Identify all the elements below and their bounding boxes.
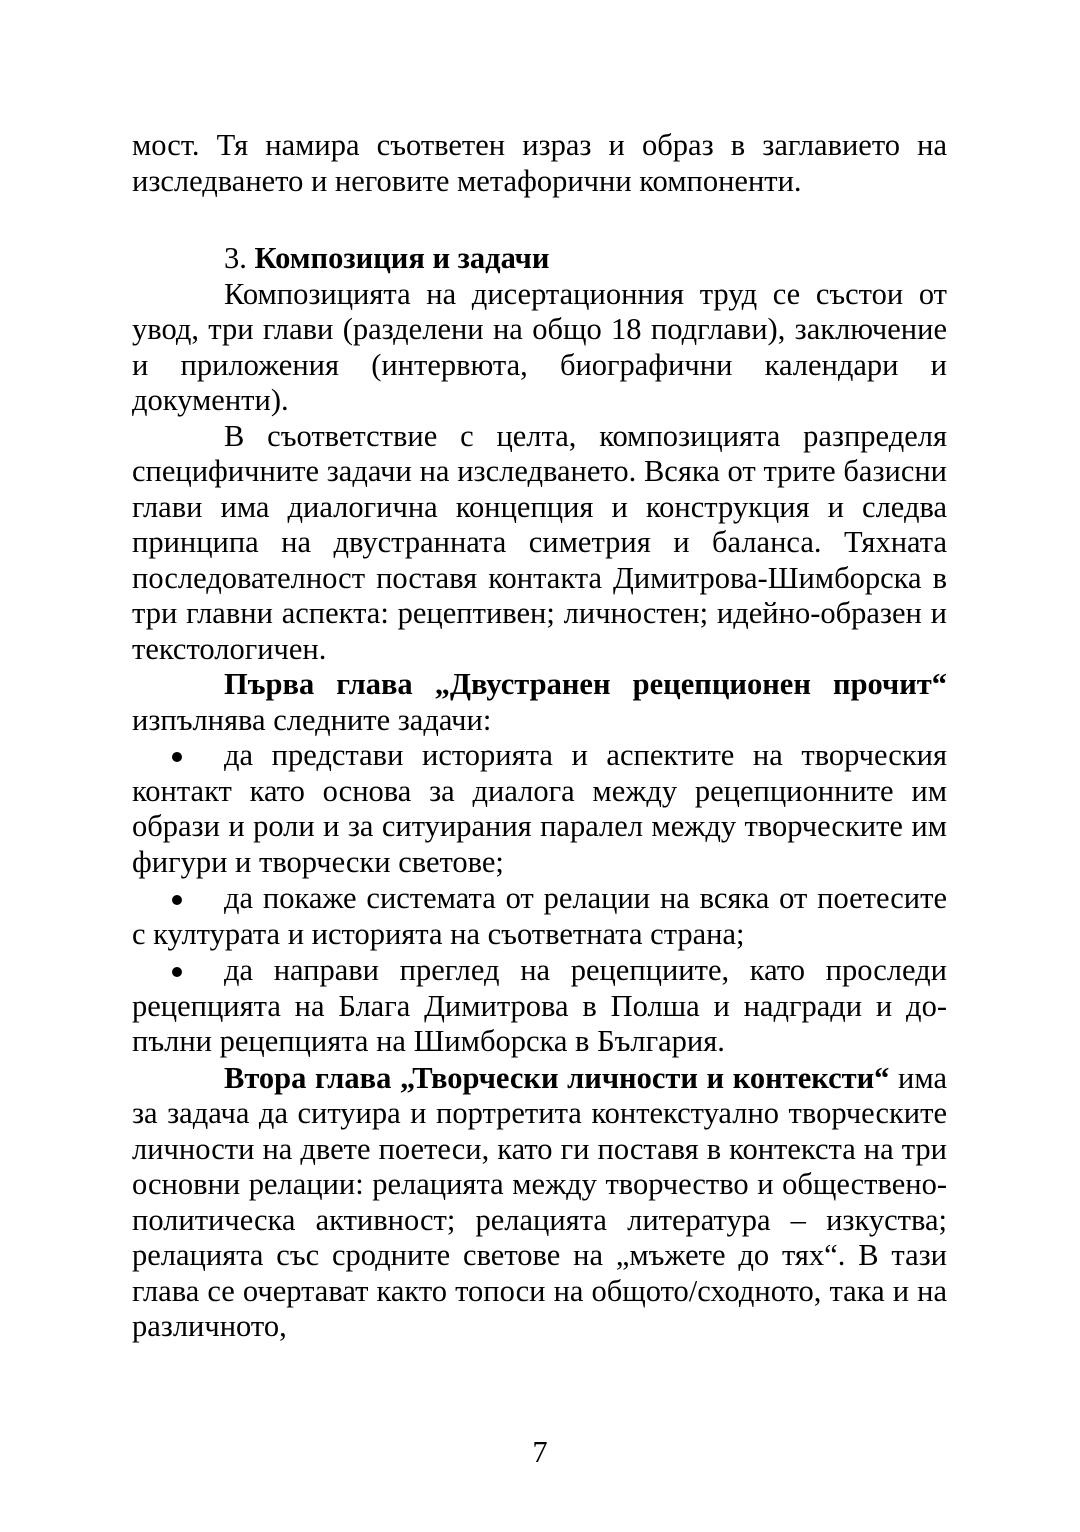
section-heading: [224, 241, 947, 277]
list-item: [132, 881, 947, 952]
chapter-two-paragraph: [132, 1061, 947, 1345]
section-number: 3.: [224, 241, 247, 275]
bullet-icon: [172, 752, 182, 762]
document-page: [132, 128, 947, 1345]
bullet-icon: [172, 967, 182, 977]
list-item-text: да покаже системата от релации на всяка от поетесите с културата и историята на съответната страна;: [132, 881, 947, 951]
chapter-one-intro: изпълнява следните задачи:: [132, 702, 492, 737]
spacer: [132, 199, 947, 241]
chapter-one-paragraph: [132, 667, 947, 738]
page-number: 7: [532, 1435, 548, 1469]
tasks-paragraph: В съответствие с целта, композицията разпределя специфичните задачи на изследването. Всяка от трите базисни глави има диалогична концепция и конструкция и следва принципа на двустранната симетрия и баланса. Тяхната последователност поставя контакта Димитрова-Шимборска в три главни аспекта: рецептивен; личностен; идейно-образен и текстологичен.: [132, 418, 947, 666]
list-item: [132, 953, 947, 1060]
intro-paragraph: мост. Тя намира съответен израз и образ в заглавието на изследването и неговите метафорични компоненти.: [132, 128, 947, 198]
chapter-two-text: има за задача да ситуира и портретита контекстуално творческите личности на двете поетеси, като ги поставя в контекста на три основни релации: релацията между творчество и обществено-политическа активност; релацията литература – изкуства; релацията със сродните светове на „мъжете до тях“. В тази глава се очертават както топоси на общото/сходното, така и на различното,: [132, 1060, 947, 1343]
list-item-text: да направи преглед на рецепциите, като проследи рецепцията на Блага Димитрова в Полша и надгради и допълни рецепцията на Шимборска в България.: [132, 953, 947, 1058]
chapter-two-title: Втора глава „Творчески личности и контексти“: [224, 1060, 890, 1095]
bullet-icon: [172, 895, 182, 905]
composition-paragraph: Композицията на дисертационния труд се състои от увод, три глави (разделени на общо 18 подглави), заключение и приложения (интервюта, биографични календари и документи).: [132, 276, 947, 417]
list-item: [132, 738, 947, 880]
section-title: Композиция и задачи: [254, 241, 550, 275]
chapter-one-task-list: [132, 738, 947, 1060]
chapter-one-title: Първа глава „Двустранен рецепционен прочит“: [224, 667, 947, 701]
list-item-text: да представи историята и аспектите на творческия контакт като основа за диалога между рецепционните им образи и роли и за ситуирания паралел между творческите им фигури и творчески светове;: [132, 738, 947, 879]
